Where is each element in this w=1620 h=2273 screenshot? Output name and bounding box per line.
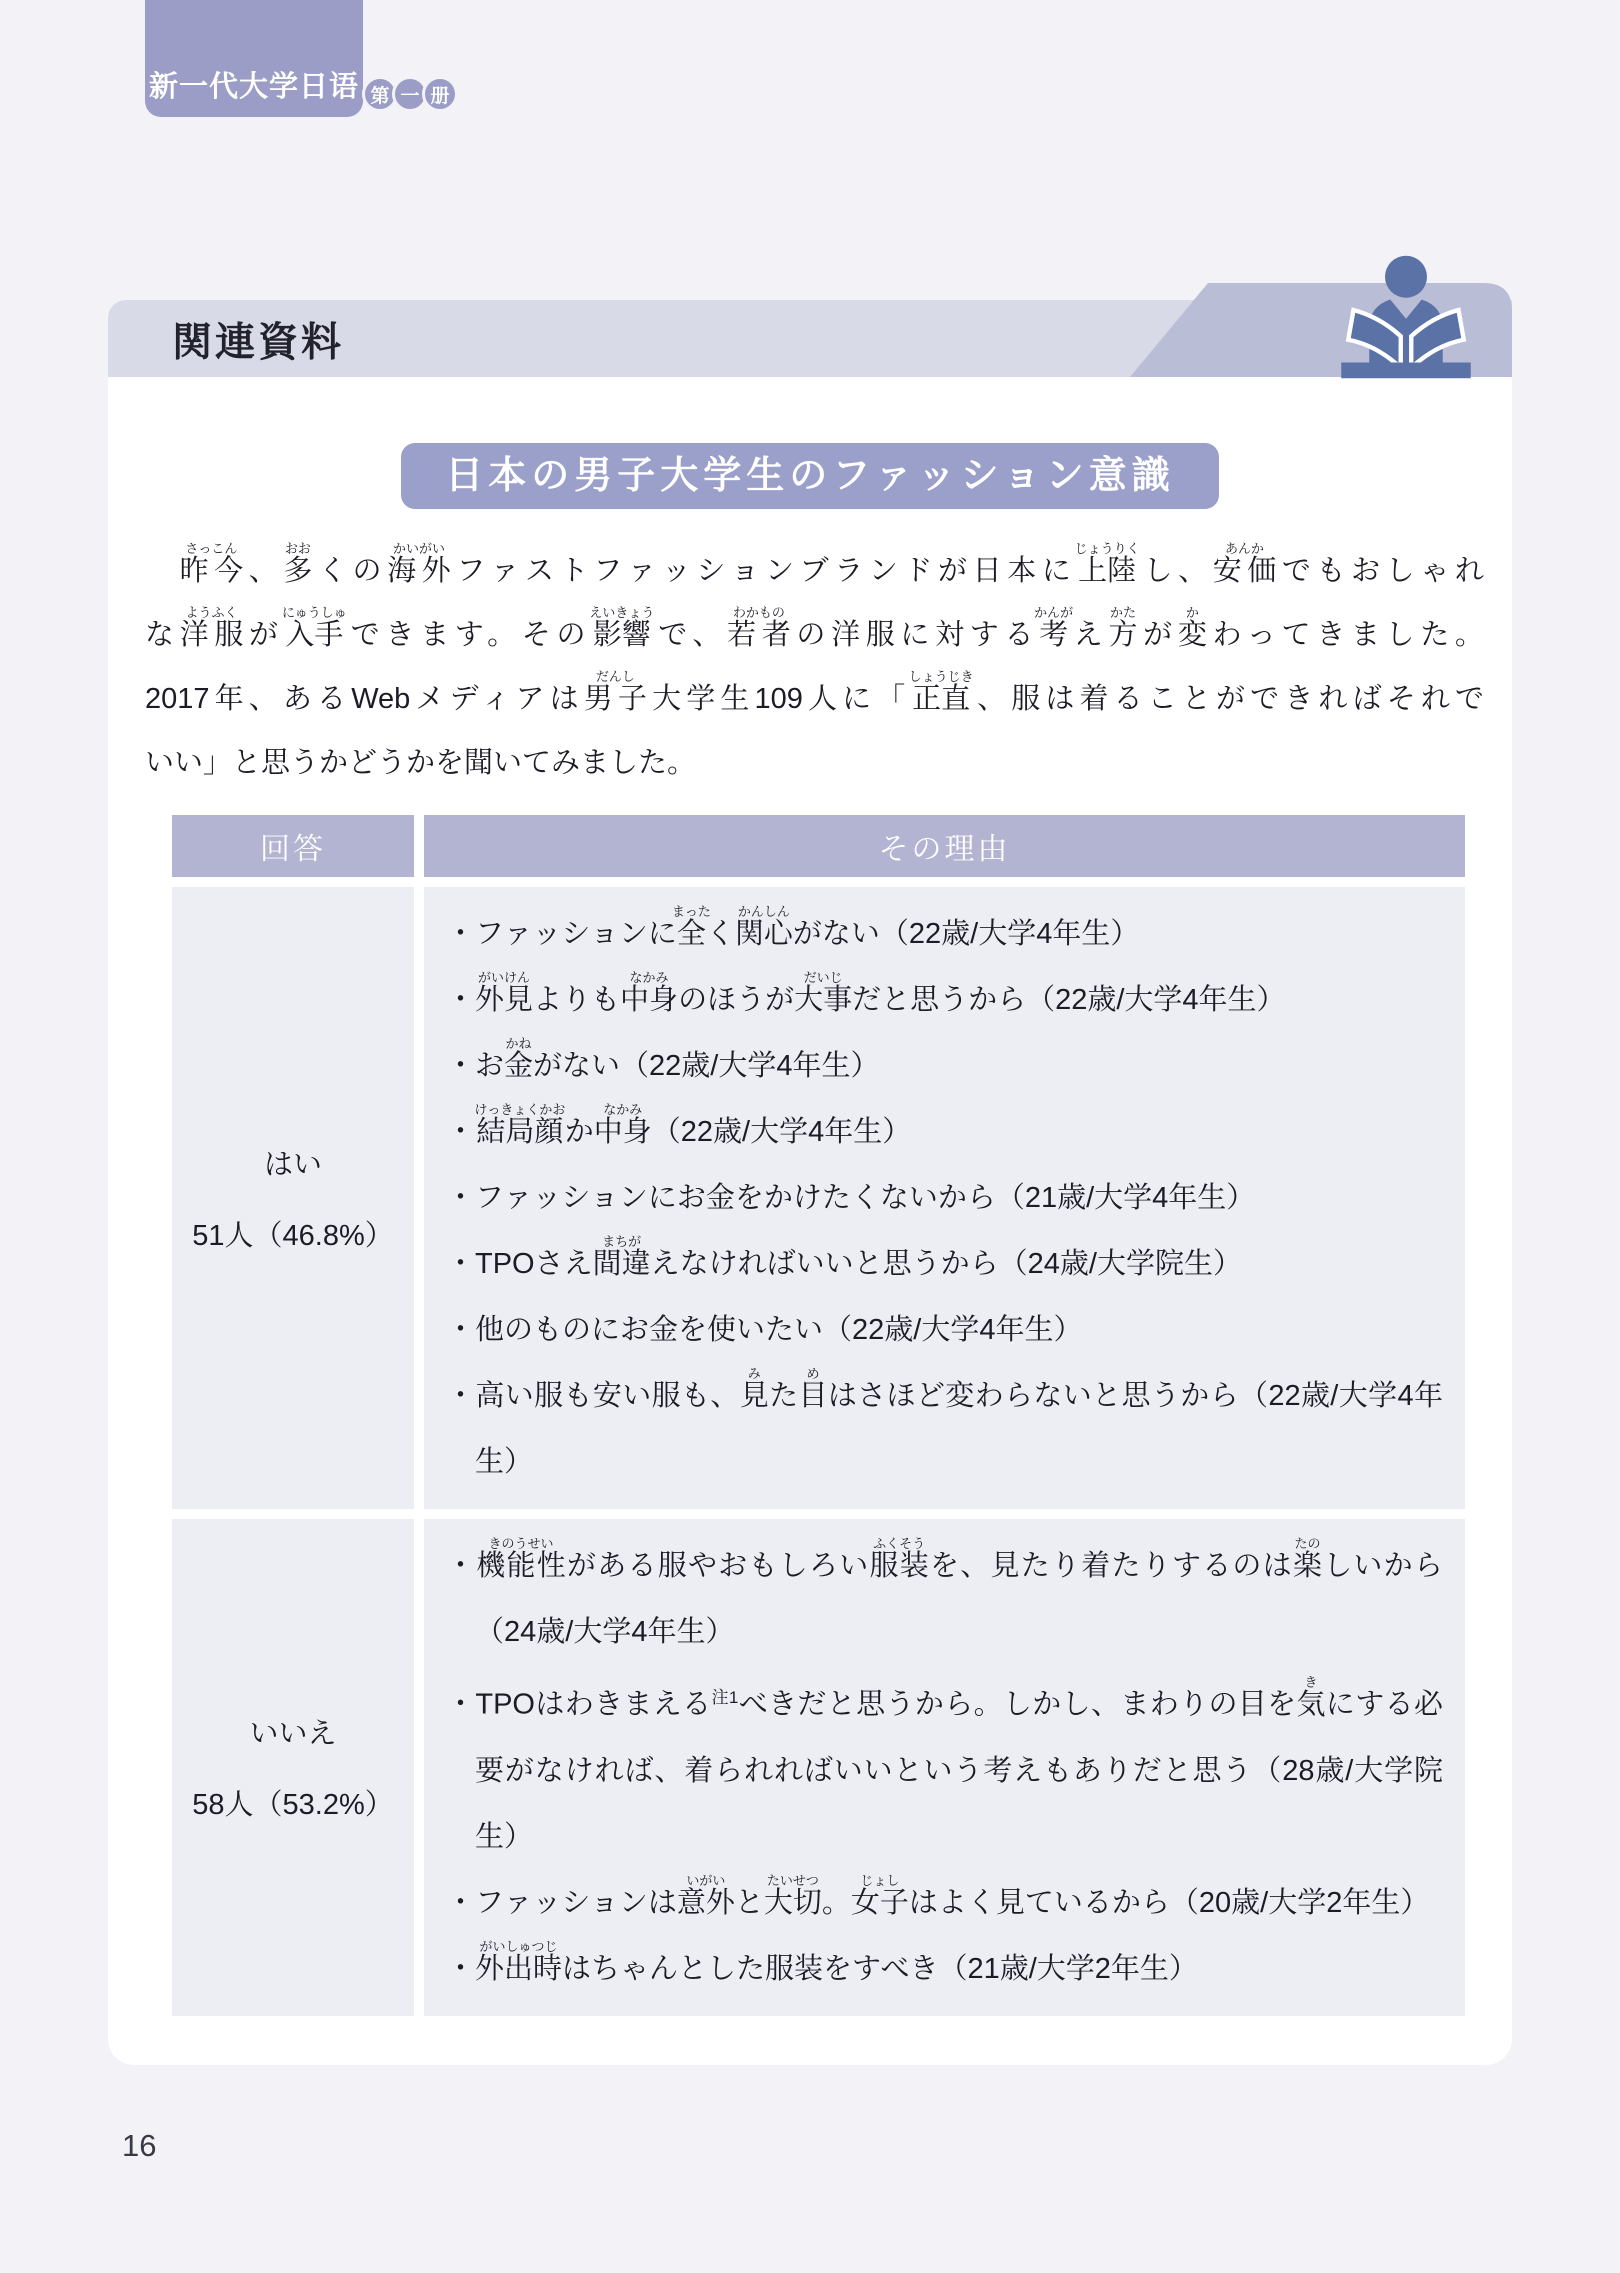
reason-item: ・他のものにお金を使いたい（22歳/大学4年生） [446,1314,1083,1346]
answer-line: いいえ [249,1718,337,1751]
paragraph-line: 2017年、あるWebメディアは男子だんし大学生109人に「正直しょうじき、服は着ることができればそれで [145,669,1484,715]
paragraph-line: いい」と思うかどうかを聞いてみました。 [145,747,697,779]
reason-item: ・外見がいけんよりも中身なかみのほうが大事だいじだと思うから（22歳/大学4年生） [446,970,1286,1016]
survey-table [172,815,1465,2016]
paragraph-line: 昨今さっこん、多おおくの海外かいがいファストファッションブランドが日本に上陸じょうりくし、安価あんかでもおしゃれ [179,541,1484,587]
article-title-banner: 日本の男子大学生のファッション意識 [401,443,1218,509]
volume-circle: 册 [422,76,458,112]
reason-item: ・お金かねがない（22歳/大学4年生） [446,1036,880,1082]
content-card [108,300,1512,2065]
reason-item: ・ファッションは意外いがいと大切たいせつ。女子じょしはよく見ているから（20歳/大学2年生） [446,1872,1430,1919]
reason-item: ・TPOはわきまえる$^{注1}$べきだと思うから。しかし、まわりの目を気きにする必要がなければ、着られればいいという考えもありだと思う（28歳/大学院生） [446,1674,1443,1853]
reasons-cell [424,1519,1465,2016]
answer-line: 58人（53.2%） [192,1789,394,1822]
card-body [108,377,1512,2065]
paragraph-line: な洋服ようふくが入手にゅうしゅできます。その影響えいきょうで、若者わかものの洋服に対する考かんがえ方かたが変かわってきました。 [145,605,1484,651]
reason-item: ・高い服も安い服も、見みた目めはさほど変わらないと思うから（22歳/大学4年生） [446,1366,1443,1478]
reason-item: ・ファッションにお金をかけたくないから（21歳/大学4年生） [446,1182,1256,1214]
table-header-answer: 回答 [172,815,414,877]
intro-paragraph [145,539,1484,795]
reason-item: ・TPOさえ間違まちがえなければいいと思うから（24歳/大学院生） [446,1234,1242,1280]
section-header-bar [108,300,1512,377]
answer-line: はい [263,1149,322,1181]
reasons-cell [424,887,1465,1509]
table-header-reason: その理由 [424,815,1465,877]
article-title-banner-wrap [108,443,1512,509]
reason-item: ・結局顔けっきょくかおか中身なかみ（22歳/大学4年生） [446,1102,912,1148]
page-number: 16 [122,2128,157,2163]
reason-item: ・外出時がいしゅつじはちゃんとした服装をすべき（21歳/大学2年生） [446,1938,1198,1985]
series-title: 新一代大学日语 [148,71,359,103]
volume-circle: 一 [392,76,428,112]
answer-line: 51人（46.8%） [192,1220,394,1252]
volume-badge [368,76,458,112]
answer-cell [172,887,414,1509]
answer-cell [172,1519,414,2016]
volume-circle: 第 [362,76,398,112]
reason-item: ・ファッションに全まったく関心かんしんがない（22歳/大学4年生） [446,904,1140,950]
reason-item: ・機能性きのうせいがある服やおもしろい服装ふくそうを、見たり着たりするのは楽たのしいから（24歳/大学4年生） [446,1536,1443,1648]
series-badge [145,0,363,117]
section-title: 関連資料 [172,320,344,364]
reading-person-icon [1318,254,1494,380]
